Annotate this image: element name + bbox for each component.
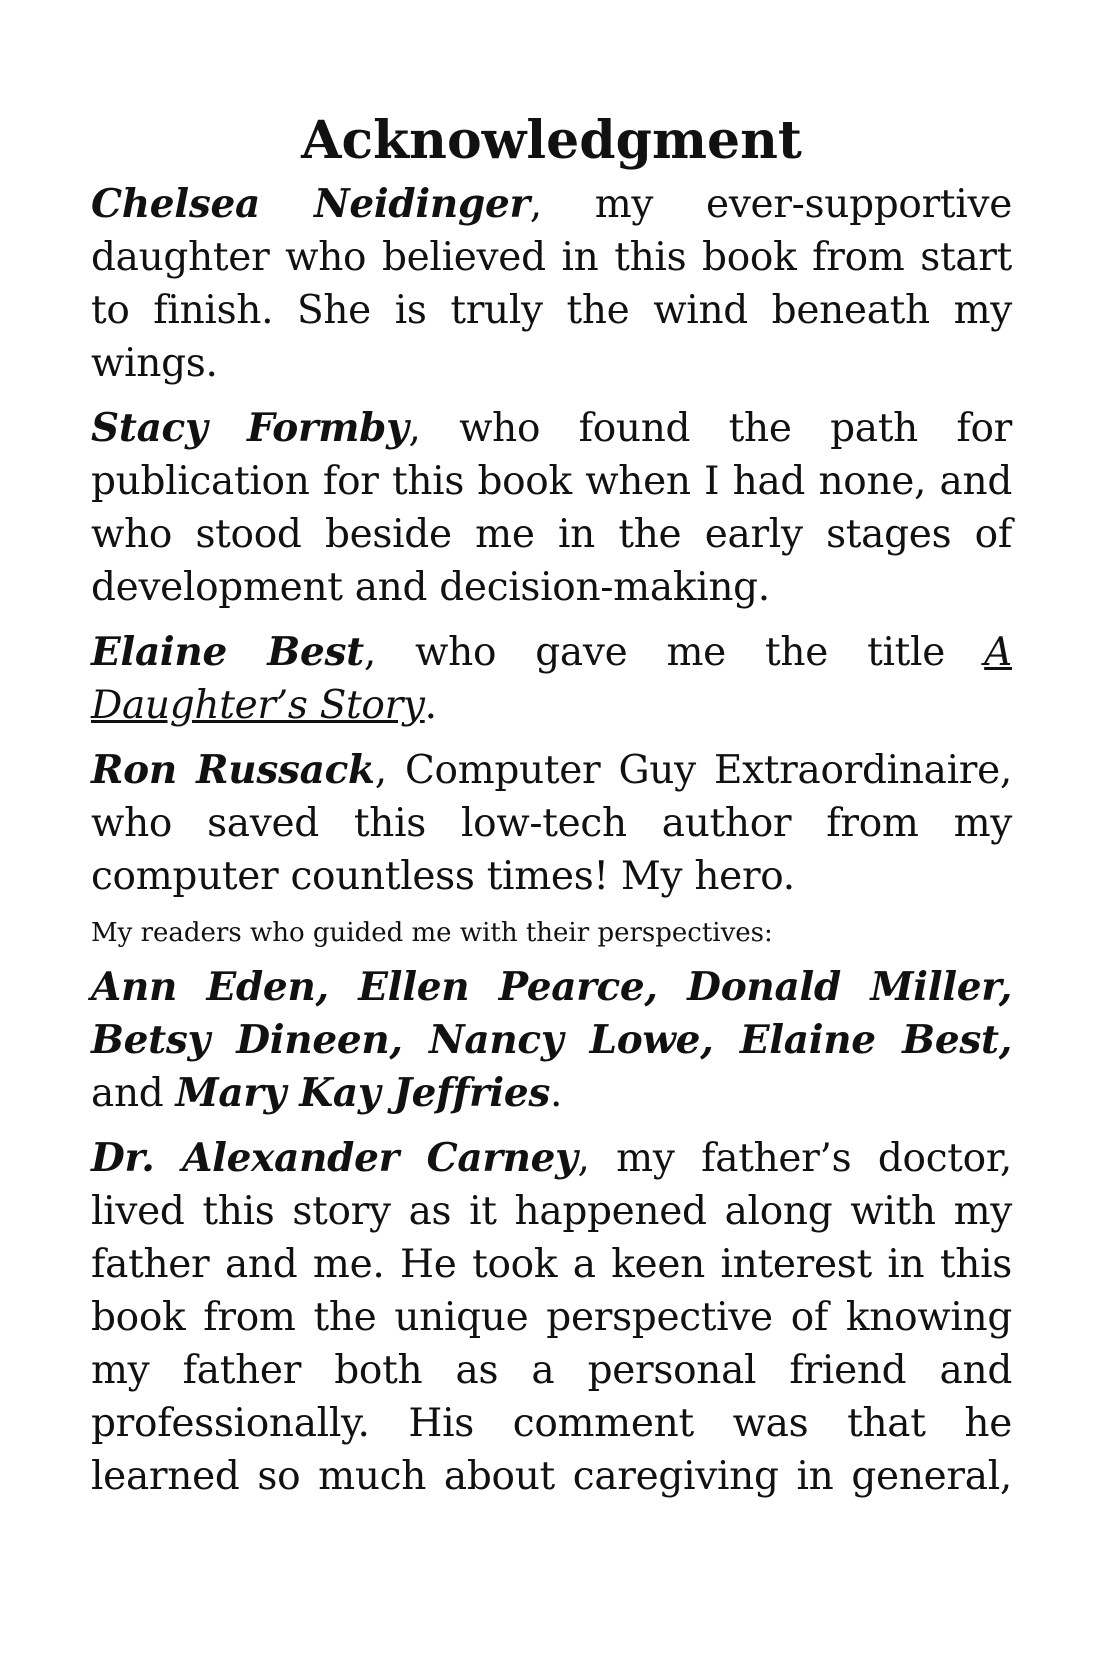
entry-text: , Computer Guy Extraordinaire, who saved this low-tech author from my computer countless times! My hero. xyxy=(91,748,1012,900)
entry-text: , who found the path for publication for this book when I had none, and who stood beside me in the early stages of development and decision-making. xyxy=(91,406,1012,611)
page-title: Acknowledgment xyxy=(301,110,802,171)
person-name: Chelsea Neidinger xyxy=(91,181,530,228)
reader-names-last: Mary Kay Jeffries xyxy=(175,1070,551,1117)
ack-entry-elaine xyxy=(91,626,1012,732)
acknowledgment-page xyxy=(91,110,1012,1515)
readers-end: . xyxy=(550,1071,563,1117)
entry-text: , my ever-supportive daughter who believed in this book from start to finish. She is truly the wind beneath my wings. xyxy=(91,182,1012,387)
reader-names: Ann Eden, Ellen Pearce, Donald Miller, Betsy Dineen, Nancy Lowe, Elaine Best, xyxy=(91,964,1012,1064)
readers-list xyxy=(91,961,1012,1120)
entry-text-end: . xyxy=(424,683,437,729)
readers-intro: My readers who guided me with their perspectives: xyxy=(91,918,773,949)
book-title: A Daughter’s Story xyxy=(91,630,1012,729)
person-name: Elaine Best xyxy=(91,629,364,676)
ack-entry-stacy xyxy=(91,402,1012,614)
person-name: Dr. Alexander Carney xyxy=(91,1135,578,1182)
ack-entry-chelsea xyxy=(91,178,1012,390)
person-name: Ron Russack xyxy=(91,747,375,794)
entry-text: , who gave me the title xyxy=(363,630,985,676)
ack-entry-carney xyxy=(91,1132,1012,1503)
entry-text: , my father’s doctor, lived this story as it happened along with my father and me. He took a keen interest in this book from the unique perspective of knowing my father both as a personal friend and professionally. His comment was that he learned so much about caregiving in general, xyxy=(91,1136,1012,1500)
ack-entry-ron xyxy=(91,744,1012,903)
person-name: Stacy Formby xyxy=(91,405,409,452)
readers-and: and xyxy=(91,1071,176,1117)
